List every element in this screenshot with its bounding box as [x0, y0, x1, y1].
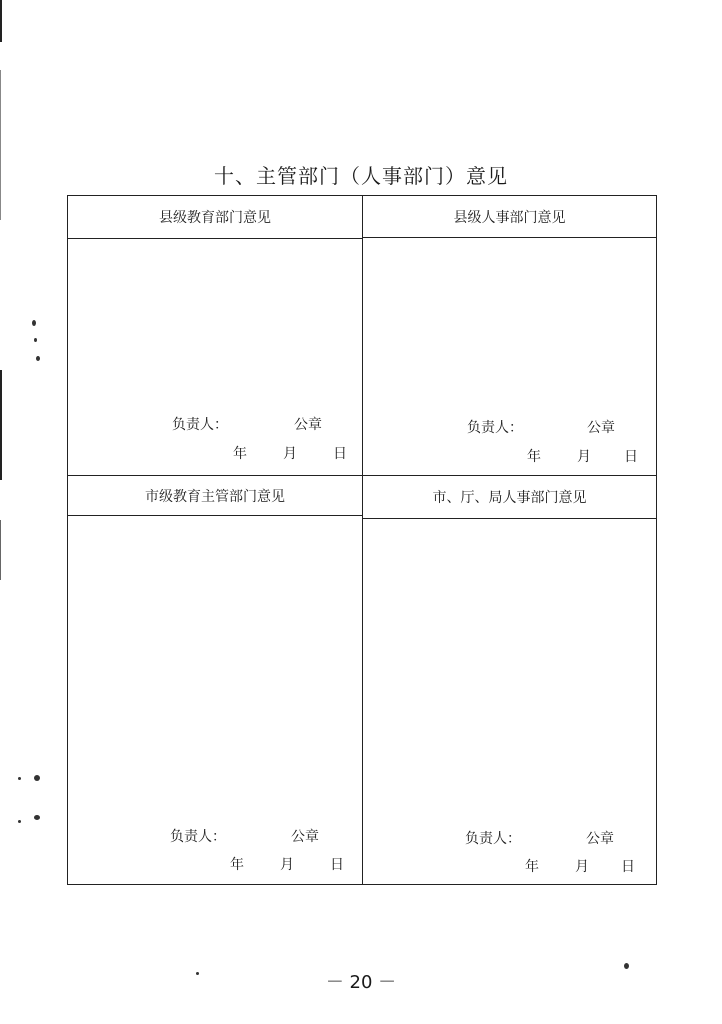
scan-speck: [18, 777, 21, 780]
scan-edge-mark: [0, 70, 1, 220]
section-heading: 县级人事部门意见: [363, 196, 656, 238]
scan-speck: [34, 775, 40, 781]
date-day-label: 日: [330, 857, 344, 873]
section-heading: 市、厅、局人事部门意见: [363, 476, 656, 519]
date-row: [363, 856, 656, 874]
city-personnel-opinion-cell: [363, 476, 656, 884]
scan-speck: [32, 320, 36, 326]
date-row: [68, 854, 362, 872]
seal-label: 公章: [291, 829, 319, 845]
county-personnel-opinion-cell: [363, 196, 656, 476]
signer-label: 负责人：: [465, 831, 521, 847]
seal-label: 公章: [294, 417, 322, 433]
date-month-label: 月: [283, 446, 297, 462]
page-number: － 20 －: [325, 972, 397, 993]
scan-edge-mark: [0, 0, 2, 42]
scan-edge-mark: [0, 520, 1, 580]
section-heading: 市级教育主管部门意见: [68, 476, 362, 516]
signer-label: 负责人：: [172, 417, 228, 433]
scan-speck: [34, 338, 37, 342]
section-heading: 县级教育部门意见: [68, 196, 362, 239]
scan-speck: [34, 815, 40, 820]
opinion-table: [67, 195, 657, 885]
signer-label: 负责人：: [467, 420, 523, 436]
scan-speck: [36, 356, 40, 361]
date-year-label: 年: [527, 449, 541, 465]
county-education-opinion-cell: [68, 196, 363, 476]
date-day-label: 日: [624, 449, 638, 465]
date-row: [68, 443, 362, 461]
date-year-label: 年: [525, 859, 539, 875]
date-month-label: 月: [280, 857, 294, 873]
municipal-education-opinion-cell: [68, 476, 363, 884]
date-year-label: 年: [230, 857, 244, 873]
page-title: 十、主管部门（人事部门）意见: [214, 164, 508, 188]
date-day-label: 日: [333, 446, 347, 462]
date-day-label: 日: [621, 859, 635, 875]
scan-edge-mark: [0, 370, 2, 480]
seal-label: 公章: [587, 420, 615, 436]
date-month-label: 月: [577, 449, 591, 465]
date-row: [363, 446, 656, 464]
seal-label: 公章: [586, 831, 614, 847]
date-year-label: 年: [233, 446, 247, 462]
scan-speck: [18, 820, 21, 823]
date-month-label: 月: [575, 859, 589, 875]
signer-label: 负责人：: [170, 829, 226, 845]
